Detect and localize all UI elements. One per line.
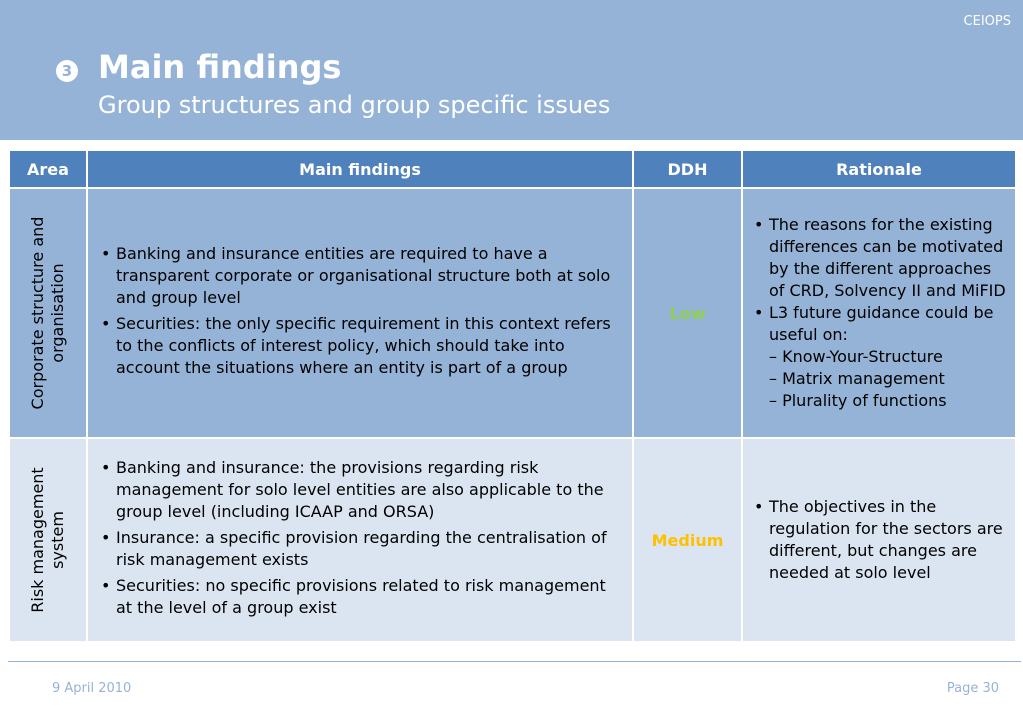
area-label: Corporate structure and organisation (28, 216, 67, 410)
ddh-cell: Medium (633, 438, 742, 642)
column-header-ddh: DDH (633, 150, 742, 188)
rationale-cell (742, 438, 1016, 642)
number-three-icon: 3 (56, 60, 78, 82)
table-row (9, 188, 1016, 438)
rationale-cell (742, 188, 1016, 438)
footer-date: 9 April 2010 (52, 681, 132, 696)
rationale-subitem: – Know-Your-Structure (769, 347, 943, 366)
area-label: Risk management system (28, 467, 67, 613)
findings-cell (87, 438, 633, 642)
finding-item: • Insurance: a specific provision regarding the centralisation of risk management exists (96, 527, 624, 571)
column-header-area: Area (9, 150, 87, 188)
finding-item: • Banking and insurance: the provisions regarding risk management for solo level entities are also applicable to the group level (including ICAAP and ORSA) (96, 457, 624, 523)
ddh-cell: Low (633, 188, 742, 438)
slide-subtitle: Group structures and group specific issues (98, 91, 611, 119)
finding-item: • Securities: no specific provisions related to risk management at the level of a group exist (96, 575, 624, 619)
rationale-subitem: – Matrix management (769, 369, 945, 388)
area-cell (9, 188, 87, 438)
findings-table (8, 149, 1017, 643)
findings-cell (87, 188, 633, 438)
footer-divider (8, 661, 1021, 662)
findings-list (88, 457, 632, 619)
rationale-subitem: – Plurality of functions (769, 391, 947, 410)
findings-list (88, 243, 632, 379)
rationale-item: • The objectives in the regulation for the sectors are different, but changes are needed at solo level (749, 496, 1009, 584)
rationale-item: • L3 future guidance could be useful on: (749, 302, 1009, 346)
rationale-sublist (743, 346, 1015, 412)
slide-title: Main findings (98, 48, 342, 86)
org-label: CEIOPS (963, 14, 1011, 29)
rationale-item: • The reasons for the existing differences can be motivated by the different approaches of CRD, Solvency II and MiFID (749, 214, 1009, 302)
area-cell (9, 438, 87, 642)
rationale-list (743, 214, 1015, 346)
table-header-row (9, 150, 1016, 188)
finding-item: • Securities: the only specific requirement in this context refers to the conflicts of interest policy, which should take into account the situations where an entity is part of a group (96, 313, 624, 379)
footer-page-number: Page 30 (946, 681, 999, 696)
slide-header (0, 0, 1023, 140)
table-row (9, 438, 1016, 642)
rationale-list (743, 496, 1015, 584)
column-header-rationale: Rationale (742, 150, 1016, 188)
finding-item: • Banking and insurance entities are required to have a transparent corporate or organisational structure both at solo and group level (96, 243, 624, 309)
column-header-main-findings: Main findings (87, 150, 633, 188)
